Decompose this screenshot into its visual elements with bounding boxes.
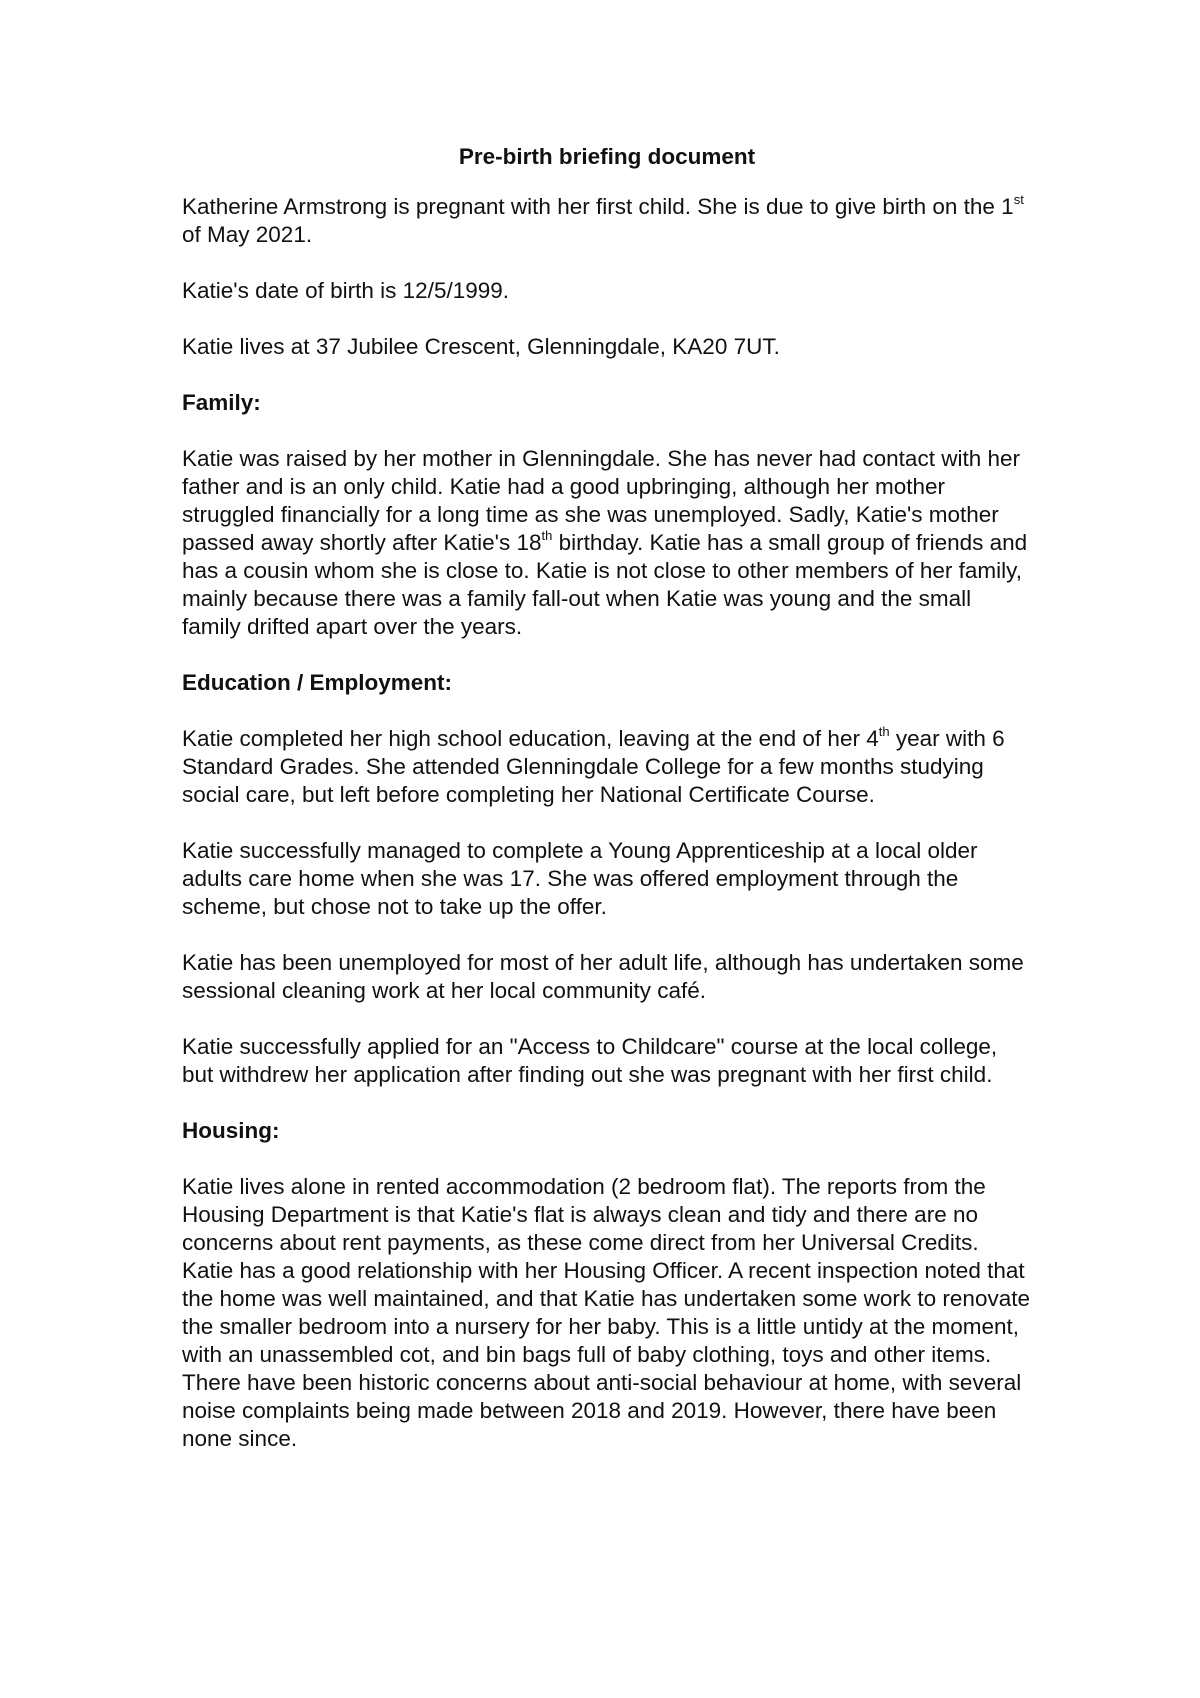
- intro-date-of-birth: Katie's date of birth is 12/5/1999.: [182, 278, 510, 303]
- education-heading: Education / Employment:: [182, 670, 453, 695]
- ordinal-suffix: th: [541, 527, 553, 543]
- ordinal-suffix: th: [878, 723, 890, 739]
- housing-paragraph: Katie lives alone in rented accommodation (2 bedroom flat). The reports from the Housing Department is that Katie's flat is always clean and tidy and there are no concerns about rent payments, as these come direct from her Universal Credits. Katie has a good relationship with her Housing Officer. A recent inspection noted that the home was well maintained, and that Katie has undertaken some work to renovate the smaller bedroom into a nursery for her baby. This is a little untidy at the moment, with an unassembled cot, and bin bags full of baby clothing, toys and other items. There have been historic concerns about anti-social behaviour at home, with several noise complaints being made between 2018 and 2019. However, there have been none since.: [182, 1174, 1030, 1451]
- intro-address: Katie lives at 37 Jubilee Crescent, Glenningdale, KA20 7UT.: [182, 334, 780, 359]
- education-paragraph-3: Katie has been unemployed for most of her adult life, although has undertaken some sessional cleaning work at her local community café.: [182, 950, 1024, 1003]
- document-body: [182, 143, 1032, 1481]
- housing-heading: Housing:: [182, 1118, 280, 1143]
- education-text-a: Katie completed her high school education, leaving at the end of her 4: [182, 726, 879, 751]
- ordinal-suffix: st: [1013, 191, 1024, 207]
- intro-due-date-text-a: Katherine Armstrong is pregnant with her first child. She is due to give birth on the 1: [182, 194, 1014, 219]
- intro-due-date: [182, 193, 1032, 249]
- document-title: Pre-birth briefing document: [458, 144, 756, 169]
- family-paragraph: [182, 445, 1032, 641]
- education-paragraph-2: Katie successfully managed to complete a Young Apprenticeship at a local older adults care home when she was 17. She was offered employment through the scheme, but chose not to take up the offer.: [182, 838, 978, 919]
- education-paragraph-1: [182, 725, 1032, 809]
- family-text-b: birthday. Katie has a small group of friends and has a cousin whom she is close to. Katie is not close to other members of her family, mainly because there was a family fall-out when Katie was young and the small family drifted apart over the years.: [182, 530, 1028, 639]
- family-heading: Family:: [182, 390, 261, 415]
- education-paragraph-4: Katie successfully applied for an "Access to Childcare" course at the local college, but withdrew her application after finding out she was pregnant with her first child.: [182, 1034, 998, 1087]
- intro-due-date-text-b: of May 2021.: [182, 222, 313, 247]
- family-text-a: Katie was raised by her mother in Glenningdale. She has never had contact with her father and is an only child. Katie had a good upbringing, although her mother struggled financially for a long time as she was unemployed. Sadly, Katie's mother passed away shortly after Katie's 18: [182, 446, 1020, 555]
- education-text-b: year with 6 Standard Grades. She attended Glenningdale College for a few months studying social care, but left before completing her National Certificate Course.: [182, 726, 1005, 807]
